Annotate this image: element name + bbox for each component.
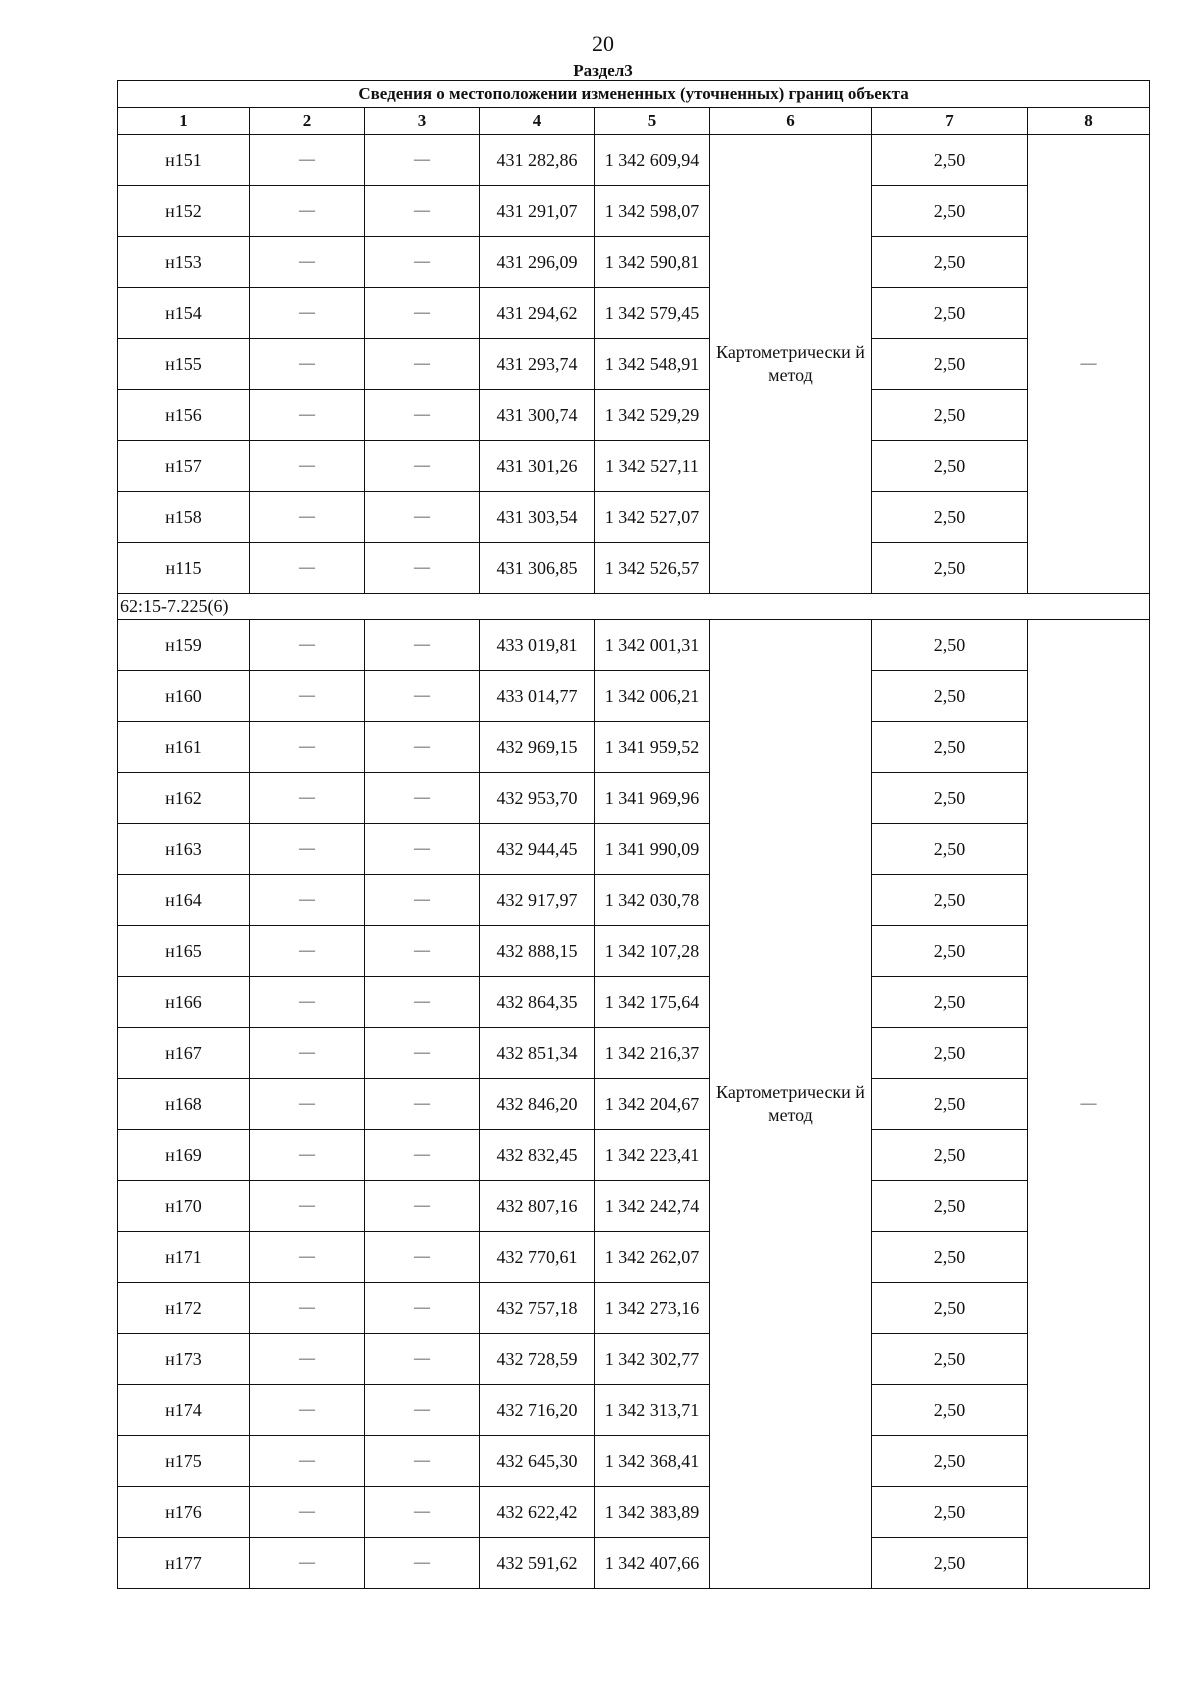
table-row bbox=[118, 135, 1150, 186]
column-3-cell: — bbox=[365, 620, 480, 671]
x-coordinate-cell: 432 757,18 bbox=[480, 1283, 595, 1334]
table-caption: Сведения о местоположении измененных (уточненных) границ объекта bbox=[118, 81, 1150, 108]
accuracy-cell: 2,50 bbox=[872, 1181, 1028, 1232]
x-coordinate-cell: 432 807,16 bbox=[480, 1181, 595, 1232]
y-coordinate-cell: 1 342 030,78 bbox=[595, 875, 710, 926]
column-2-cell: — bbox=[250, 926, 365, 977]
accuracy-cell: 2,50 bbox=[872, 926, 1028, 977]
column-header: 2 bbox=[250, 108, 365, 135]
point-name-cell: н115 bbox=[118, 543, 250, 594]
column-2-cell: — bbox=[250, 135, 365, 186]
x-coordinate-cell: 431 300,74 bbox=[480, 390, 595, 441]
accuracy-cell: 2,50 bbox=[872, 1334, 1028, 1385]
section-title: Раздел3 bbox=[573, 61, 633, 80]
table-row bbox=[118, 543, 1150, 594]
x-coordinate-cell: 432 645,30 bbox=[480, 1436, 595, 1487]
column-3-cell: — bbox=[365, 1436, 480, 1487]
column-2-cell: — bbox=[250, 1487, 365, 1538]
column-3-cell: — bbox=[365, 671, 480, 722]
table-row bbox=[118, 1181, 1150, 1232]
accuracy-cell: 2,50 bbox=[872, 492, 1028, 543]
table-row bbox=[118, 492, 1150, 543]
column-header: 6 bbox=[710, 108, 872, 135]
accuracy-cell: 2,50 bbox=[872, 1487, 1028, 1538]
y-coordinate-cell: 1 342 006,21 bbox=[595, 671, 710, 722]
column-2-cell: — bbox=[250, 773, 365, 824]
table-row bbox=[118, 722, 1150, 773]
x-coordinate-cell: 432 716,20 bbox=[480, 1385, 595, 1436]
column-header: 5 bbox=[595, 108, 710, 135]
y-coordinate-cell: 1 342 223,41 bbox=[595, 1130, 710, 1181]
column-2-cell: — bbox=[250, 1538, 365, 1589]
column-3-cell: — bbox=[365, 926, 480, 977]
accuracy-cell: 2,50 bbox=[872, 773, 1028, 824]
table-row bbox=[118, 824, 1150, 875]
table-caption-row bbox=[118, 81, 1150, 108]
y-coordinate-cell: 1 342 262,07 bbox=[595, 1232, 710, 1283]
column-2-cell: — bbox=[250, 1334, 365, 1385]
table-row bbox=[118, 620, 1150, 671]
column-2-cell: — bbox=[250, 1079, 365, 1130]
point-name-cell: н172 bbox=[118, 1283, 250, 1334]
x-coordinate-cell: 433 014,77 bbox=[480, 671, 595, 722]
x-coordinate-cell: 432 917,97 bbox=[480, 875, 595, 926]
column-2-cell: — bbox=[250, 1130, 365, 1181]
table-row bbox=[118, 288, 1150, 339]
point-name-cell: н168 bbox=[118, 1079, 250, 1130]
group-label-row bbox=[118, 594, 1150, 620]
accuracy-cell: 2,50 bbox=[872, 875, 1028, 926]
table-row bbox=[118, 926, 1150, 977]
column-2-cell: — bbox=[250, 1232, 365, 1283]
y-coordinate-cell: 1 342 527,07 bbox=[595, 492, 710, 543]
accuracy-cell: 2,50 bbox=[872, 977, 1028, 1028]
accuracy-cell: 2,50 bbox=[872, 135, 1028, 186]
x-coordinate-cell: 432 622,42 bbox=[480, 1487, 595, 1538]
column-3-cell: — bbox=[365, 237, 480, 288]
point-name-cell: н176 bbox=[118, 1487, 250, 1538]
column-3-cell: — bbox=[365, 390, 480, 441]
y-coordinate-cell: 1 342 175,64 bbox=[595, 977, 710, 1028]
table-row bbox=[118, 1538, 1150, 1589]
x-coordinate-cell: 431 296,09 bbox=[480, 237, 595, 288]
boundary-points-table bbox=[117, 80, 1150, 1589]
point-name-cell: н155 bbox=[118, 339, 250, 390]
y-coordinate-cell: 1 342 529,29 bbox=[595, 390, 710, 441]
accuracy-cell: 2,50 bbox=[872, 237, 1028, 288]
y-coordinate-cell: 1 342 242,74 bbox=[595, 1181, 710, 1232]
x-coordinate-cell: 432 846,20 bbox=[480, 1079, 595, 1130]
point-name-cell: н165 bbox=[118, 926, 250, 977]
table-row bbox=[118, 1028, 1150, 1079]
accuracy-cell: 2,50 bbox=[872, 288, 1028, 339]
column-2-cell: — bbox=[250, 824, 365, 875]
accuracy-cell: 2,50 bbox=[872, 441, 1028, 492]
column-2-cell: — bbox=[250, 441, 365, 492]
column-header: 8 bbox=[1028, 108, 1150, 135]
column-3-cell: — bbox=[365, 1181, 480, 1232]
column-2-cell: — bbox=[250, 722, 365, 773]
table-row bbox=[118, 875, 1150, 926]
column-3-cell: — bbox=[365, 1232, 480, 1283]
y-coordinate-cell: 1 342 204,67 bbox=[595, 1079, 710, 1130]
column-header: 4 bbox=[480, 108, 595, 135]
point-name-cell: н160 bbox=[118, 671, 250, 722]
column-3-cell: — bbox=[365, 722, 480, 773]
method-cell: Картометрически й метод bbox=[710, 135, 872, 594]
point-name-cell: н156 bbox=[118, 390, 250, 441]
y-coordinate-cell: 1 341 969,96 bbox=[595, 773, 710, 824]
column-3-cell: — bbox=[365, 875, 480, 926]
column-header-row bbox=[118, 108, 1150, 135]
accuracy-cell: 2,50 bbox=[872, 390, 1028, 441]
y-coordinate-cell: 1 342 527,11 bbox=[595, 441, 710, 492]
y-coordinate-cell: 1 342 579,45 bbox=[595, 288, 710, 339]
column-2-cell: — bbox=[250, 875, 365, 926]
column-3-cell: — bbox=[365, 186, 480, 237]
column-2-cell: — bbox=[250, 977, 365, 1028]
column-3-cell: — bbox=[365, 773, 480, 824]
column-3-cell: — bbox=[365, 1079, 480, 1130]
x-coordinate-cell: 432 953,70 bbox=[480, 773, 595, 824]
x-coordinate-cell: 432 770,61 bbox=[480, 1232, 595, 1283]
column-3-cell: — bbox=[365, 1028, 480, 1079]
column-8-cell: — bbox=[1028, 620, 1150, 1589]
method-cell: Картометрически й метод bbox=[710, 620, 872, 1589]
x-coordinate-cell: 432 969,15 bbox=[480, 722, 595, 773]
column-header: 1 bbox=[118, 108, 250, 135]
x-coordinate-cell: 432 944,45 bbox=[480, 824, 595, 875]
table-row bbox=[118, 1079, 1150, 1130]
accuracy-cell: 2,50 bbox=[872, 1538, 1028, 1589]
column-3-cell: — bbox=[365, 492, 480, 543]
point-name-cell: н169 bbox=[118, 1130, 250, 1181]
column-2-cell: — bbox=[250, 671, 365, 722]
column-2-cell: — bbox=[250, 1028, 365, 1079]
accuracy-cell: 2,50 bbox=[872, 722, 1028, 773]
accuracy-cell: 2,50 bbox=[872, 543, 1028, 594]
column-2-cell: — bbox=[250, 492, 365, 543]
table-row bbox=[118, 390, 1150, 441]
x-coordinate-cell: 431 294,62 bbox=[480, 288, 595, 339]
column-2-cell: — bbox=[250, 543, 365, 594]
table-row bbox=[118, 186, 1150, 237]
x-coordinate-cell: 431 306,85 bbox=[480, 543, 595, 594]
point-name-cell: н167 bbox=[118, 1028, 250, 1079]
point-name-cell: н166 bbox=[118, 977, 250, 1028]
point-name-cell: н153 bbox=[118, 237, 250, 288]
column-3-cell: — bbox=[365, 339, 480, 390]
column-3-cell: — bbox=[365, 1538, 480, 1589]
y-coordinate-cell: 1 342 383,89 bbox=[595, 1487, 710, 1538]
column-3-cell: — bbox=[365, 441, 480, 492]
column-2-cell: — bbox=[250, 1283, 365, 1334]
point-name-cell: н177 bbox=[118, 1538, 250, 1589]
y-coordinate-cell: 1 341 959,52 bbox=[595, 722, 710, 773]
y-coordinate-cell: 1 342 107,28 bbox=[595, 926, 710, 977]
y-coordinate-cell: 1 342 313,71 bbox=[595, 1385, 710, 1436]
accuracy-cell: 2,50 bbox=[872, 1130, 1028, 1181]
point-name-cell: н161 bbox=[118, 722, 250, 773]
column-8-cell: — bbox=[1028, 135, 1150, 594]
y-coordinate-cell: 1 342 598,07 bbox=[595, 186, 710, 237]
column-3-cell: — bbox=[365, 1334, 480, 1385]
column-3-cell: — bbox=[365, 977, 480, 1028]
accuracy-cell: 2,50 bbox=[872, 1385, 1028, 1436]
table-row bbox=[118, 773, 1150, 824]
y-coordinate-cell: 1 342 368,41 bbox=[595, 1436, 710, 1487]
table-row bbox=[118, 1232, 1150, 1283]
table-row bbox=[118, 1436, 1150, 1487]
y-coordinate-cell: 1 342 407,66 bbox=[595, 1538, 710, 1589]
point-name-cell: н164 bbox=[118, 875, 250, 926]
y-coordinate-cell: 1 342 609,94 bbox=[595, 135, 710, 186]
column-2-cell: — bbox=[250, 620, 365, 671]
y-coordinate-cell: 1 342 216,37 bbox=[595, 1028, 710, 1079]
point-name-cell: н154 bbox=[118, 288, 250, 339]
column-3-cell: — bbox=[365, 1283, 480, 1334]
y-coordinate-cell: 1 342 548,91 bbox=[595, 339, 710, 390]
table-row bbox=[118, 1283, 1150, 1334]
column-3-cell: — bbox=[365, 135, 480, 186]
y-coordinate-cell: 1 342 273,16 bbox=[595, 1283, 710, 1334]
accuracy-cell: 2,50 bbox=[872, 339, 1028, 390]
column-3-cell: — bbox=[365, 1487, 480, 1538]
accuracy-cell: 2,50 bbox=[872, 1232, 1028, 1283]
y-coordinate-cell: 1 342 302,77 bbox=[595, 1334, 710, 1385]
table-row bbox=[118, 1334, 1150, 1385]
column-2-cell: — bbox=[250, 1436, 365, 1487]
column-3-cell: — bbox=[365, 824, 480, 875]
accuracy-cell: 2,50 bbox=[872, 671, 1028, 722]
column-header: 3 bbox=[365, 108, 480, 135]
x-coordinate-cell: 431 303,54 bbox=[480, 492, 595, 543]
x-coordinate-cell: 431 301,26 bbox=[480, 441, 595, 492]
x-coordinate-cell: 432 864,35 bbox=[480, 977, 595, 1028]
accuracy-cell: 2,50 bbox=[872, 1283, 1028, 1334]
accuracy-cell: 2,50 bbox=[872, 1079, 1028, 1130]
point-name-cell: н173 bbox=[118, 1334, 250, 1385]
column-3-cell: — bbox=[365, 1130, 480, 1181]
accuracy-cell: 2,50 bbox=[872, 186, 1028, 237]
x-coordinate-cell: 431 293,74 bbox=[480, 339, 595, 390]
y-coordinate-cell: 1 342 526,57 bbox=[595, 543, 710, 594]
table-row bbox=[118, 237, 1150, 288]
table-row bbox=[118, 1130, 1150, 1181]
column-3-cell: — bbox=[365, 1385, 480, 1436]
column-2-cell: — bbox=[250, 339, 365, 390]
y-coordinate-cell: 1 341 990,09 bbox=[595, 824, 710, 875]
point-name-cell: н158 bbox=[118, 492, 250, 543]
x-coordinate-cell: 433 019,81 bbox=[480, 620, 595, 671]
group-label: 62:15-7.225(6) bbox=[118, 594, 1150, 620]
accuracy-cell: 2,50 bbox=[872, 824, 1028, 875]
table-row bbox=[118, 1487, 1150, 1538]
column-2-cell: — bbox=[250, 1385, 365, 1436]
y-coordinate-cell: 1 342 001,31 bbox=[595, 620, 710, 671]
x-coordinate-cell: 432 832,45 bbox=[480, 1130, 595, 1181]
column-header: 7 bbox=[872, 108, 1028, 135]
table-row bbox=[118, 441, 1150, 492]
column-2-cell: — bbox=[250, 186, 365, 237]
column-2-cell: — bbox=[250, 1181, 365, 1232]
column-3-cell: — bbox=[365, 288, 480, 339]
x-coordinate-cell: 431 291,07 bbox=[480, 186, 595, 237]
column-2-cell: — bbox=[250, 390, 365, 441]
page-number: 20 bbox=[592, 31, 614, 56]
point-name-cell: н151 bbox=[118, 135, 250, 186]
accuracy-cell: 2,50 bbox=[872, 1436, 1028, 1487]
x-coordinate-cell: 431 282,86 bbox=[480, 135, 595, 186]
accuracy-cell: 2,50 bbox=[872, 1028, 1028, 1079]
point-name-cell: н174 bbox=[118, 1385, 250, 1436]
column-2-cell: — bbox=[250, 237, 365, 288]
x-coordinate-cell: 432 728,59 bbox=[480, 1334, 595, 1385]
point-name-cell: н157 bbox=[118, 441, 250, 492]
point-name-cell: н163 bbox=[118, 824, 250, 875]
point-name-cell: н152 bbox=[118, 186, 250, 237]
point-name-cell: н159 bbox=[118, 620, 250, 671]
column-2-cell: — bbox=[250, 288, 365, 339]
point-name-cell: н170 bbox=[118, 1181, 250, 1232]
table-row bbox=[118, 977, 1150, 1028]
point-name-cell: н175 bbox=[118, 1436, 250, 1487]
point-name-cell: н171 bbox=[118, 1232, 250, 1283]
point-name-cell: н162 bbox=[118, 773, 250, 824]
table-row bbox=[118, 1385, 1150, 1436]
x-coordinate-cell: 432 888,15 bbox=[480, 926, 595, 977]
table-row bbox=[118, 671, 1150, 722]
accuracy-cell: 2,50 bbox=[872, 620, 1028, 671]
table-row bbox=[118, 339, 1150, 390]
column-3-cell: — bbox=[365, 543, 480, 594]
y-coordinate-cell: 1 342 590,81 bbox=[595, 237, 710, 288]
x-coordinate-cell: 432 591,62 bbox=[480, 1538, 595, 1589]
x-coordinate-cell: 432 851,34 bbox=[480, 1028, 595, 1079]
